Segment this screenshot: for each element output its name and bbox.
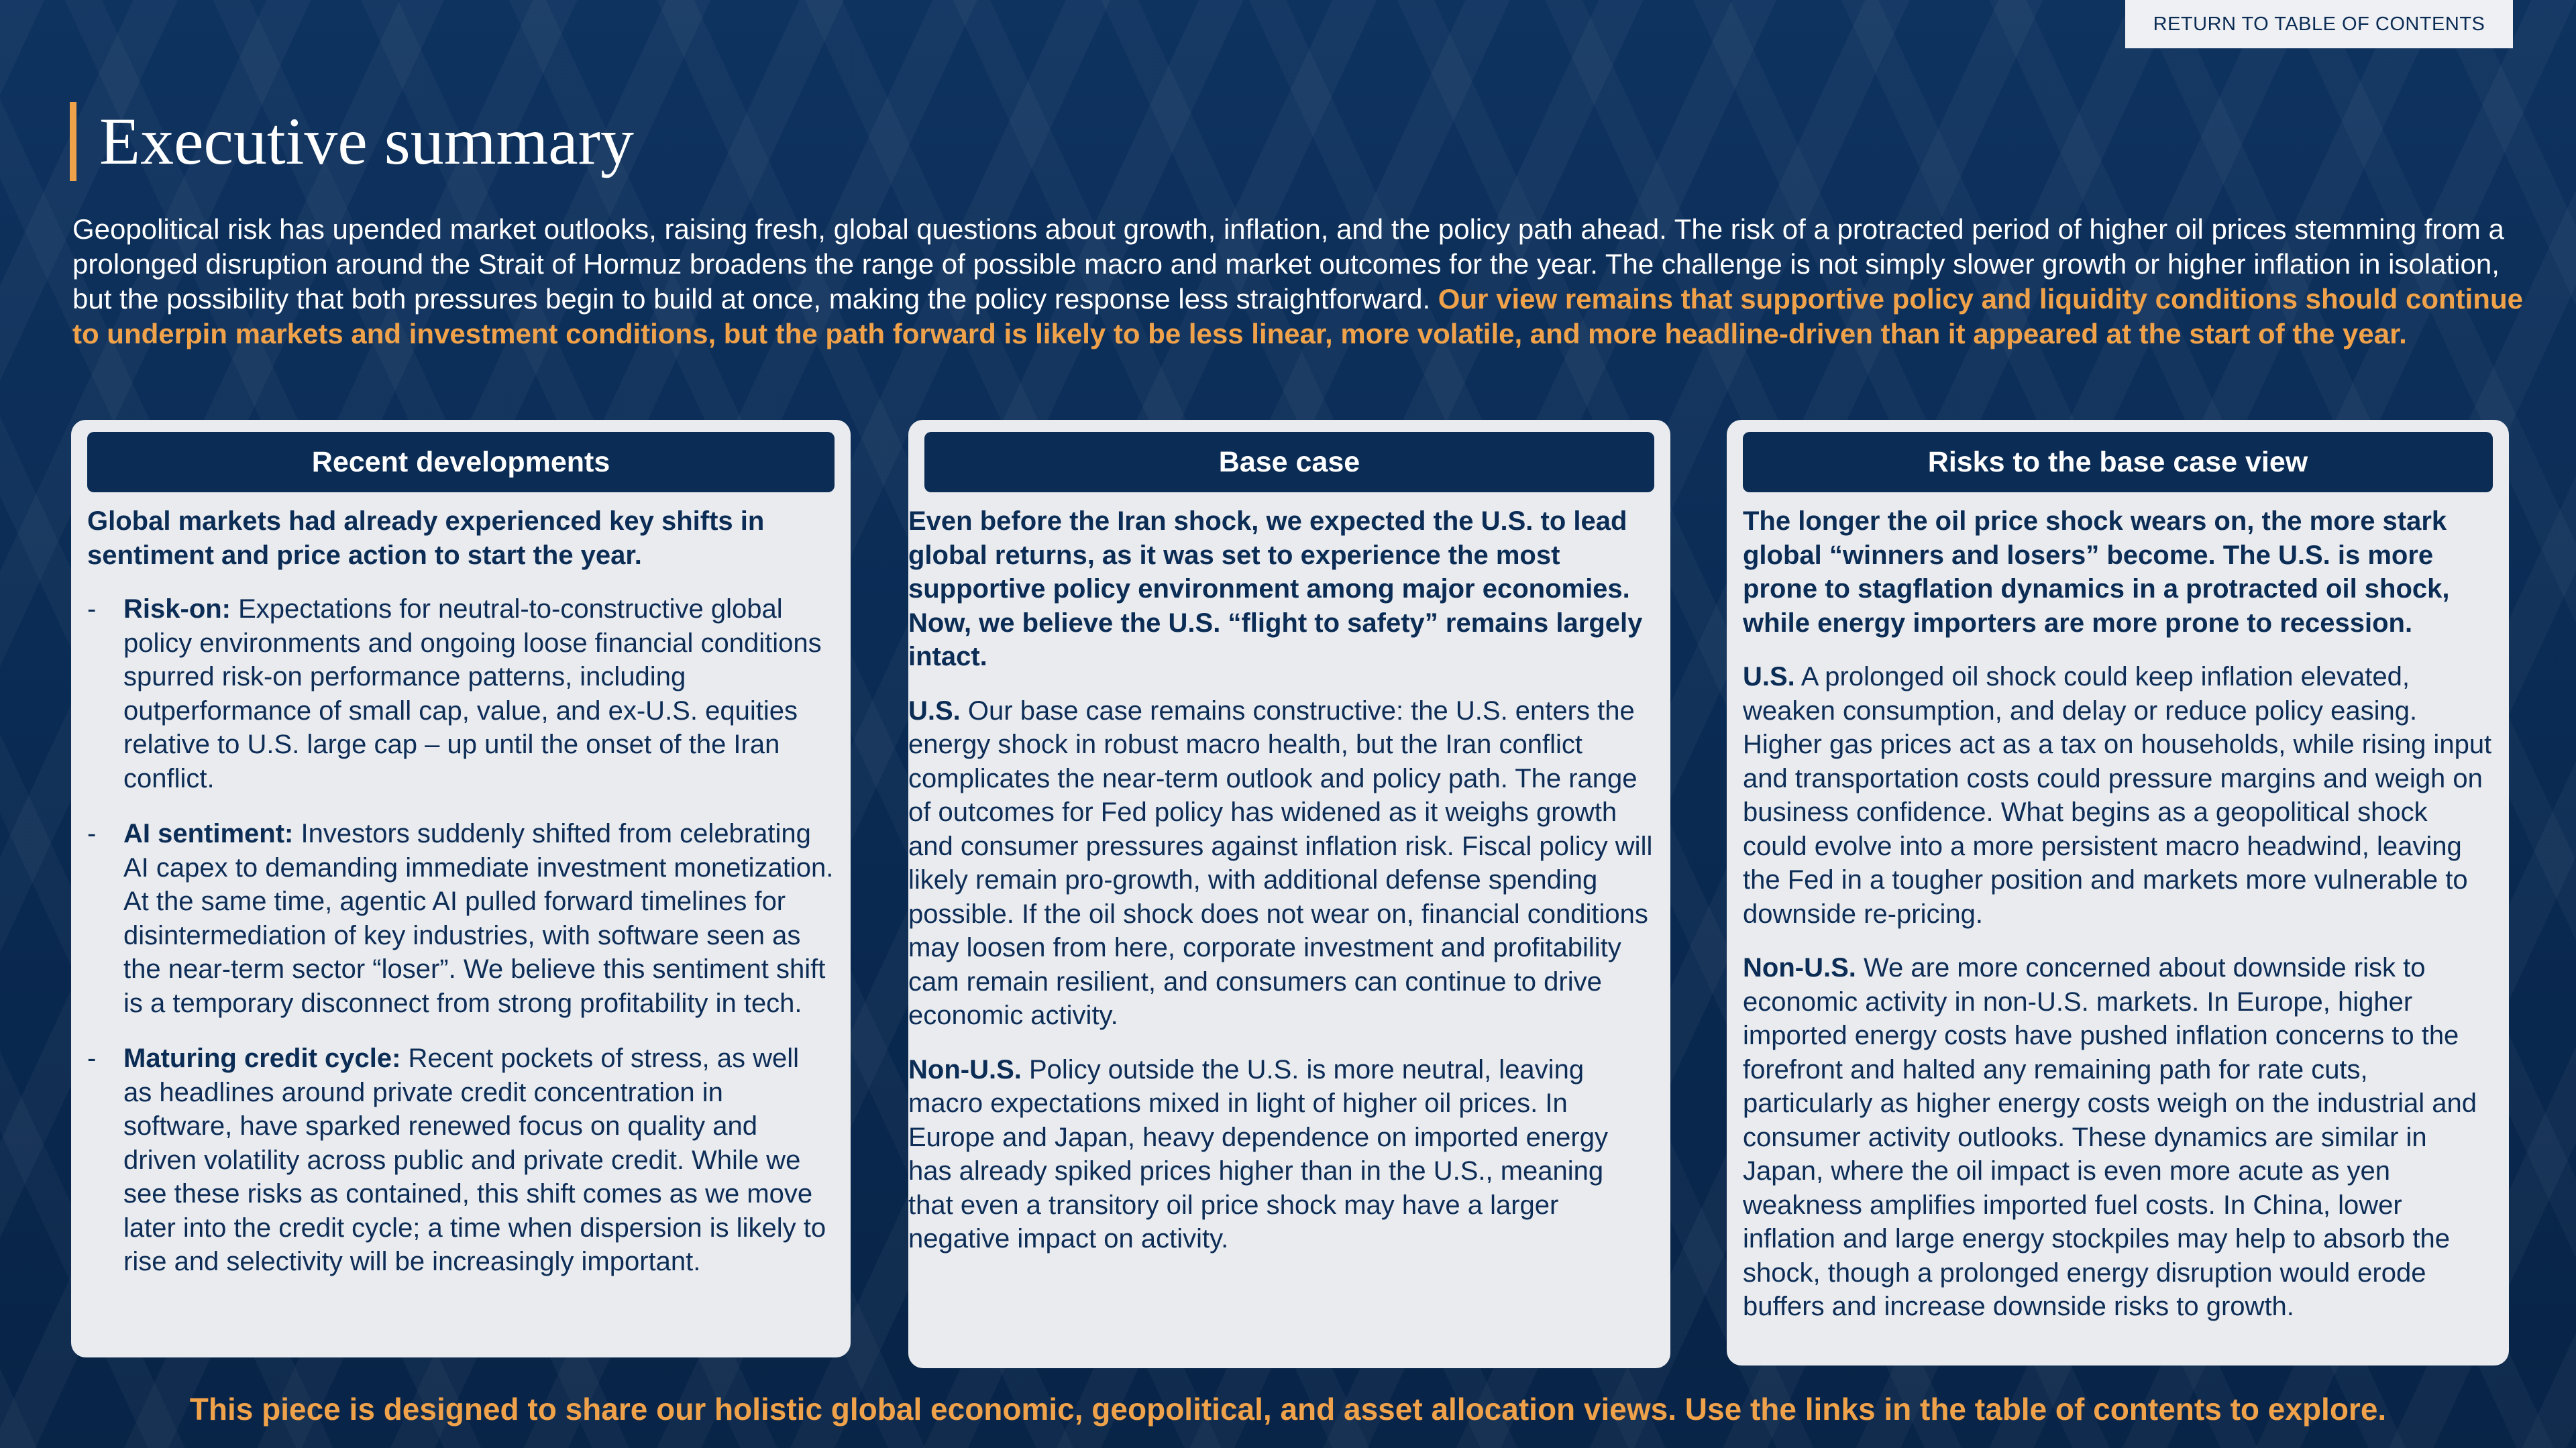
bullet-dash: - <box>87 1044 97 1073</box>
paragraph-text: Policy outside the U.S. is more neutral, leaving macro expectations mixed in light of higher oil prices. In Europe and Japan, heavy dependence on imported energy has already spiked prices higher than in the U.S., meaning that even a transitory oil price shock may have a larger negative impact on activity. <box>908 1054 1608 1254</box>
risks-body <box>1743 492 2493 1324</box>
bullet-dash: - <box>87 819 97 848</box>
paragraph-text: We are more concerned about downside risk to economic activity in non-U.S. markets. In Europe, higher imported energy costs have pushed inflation concerns to the forefront and halted any remaining path for rate cuts, particularly as higher energy costs weigh on the industrial and consumer activity outlooks. These dynamics are similar in Japan, where the oil impact is even more acute as yen weakness amplifies imported fuel costs. In China, lower inflation and large energy stockpiles may help to absorb the shock, though a prolonged energy disruption would erode buffers and increase downside risks to growth. <box>1743 953 2477 1321</box>
recent-developments-header: Recent developments <box>87 432 835 492</box>
title-accent-bar <box>70 102 76 181</box>
bullet-label: Risk-on: <box>123 594 231 624</box>
footer-note: This piece is designed to share our holistic global economic, geopolitical, and asset allocation views. Use the links in the table of contents to explore. <box>189 1392 2387 1427</box>
risks-lead: The longer the oil price shock wears on, the more stark global “winners and losers” become. The U.S. is more prone to stagflation dynamics in a protracted oil shock, while energy importers are more prone to recession. <box>1743 506 2450 638</box>
bullet-item <box>87 817 835 1020</box>
recent-developments-card <box>71 420 851 1357</box>
bullet-text: Expectations for neutral-to-constructive global policy environments and ongoing loose financial conditions spurred risk-on performance patterns, including outperformance of small cap, value, and ex-U.S. equities relative to U.S. large cap – up until the onset of the Iran conflict. <box>123 594 822 793</box>
risks-card <box>1727 420 2509 1366</box>
base-case-card <box>908 420 1670 1368</box>
paragraph-text: Our base case remains constructive: the U.S. enters the energy shock in robust macro health, but the Iran conflict complicates the near-term outlook and policy path. The range of outcomes for Fed policy has widened as it weighs growth and consumer pressures against inflation risk. Fiscal policy will likely remain pro-growth, with additional defense spending possible. If the oil shock does not wear on, financial conditions may loosen from here, corporate investment and profitability cam remain resilient, and consumers can continue to drive economic activity. <box>908 695 1653 1030</box>
bullet-label: AI sentiment: <box>123 819 294 848</box>
paragraph-label: U.S. <box>908 695 961 726</box>
base-case-us-paragraph <box>908 694 1654 1033</box>
bullet-text: Investors suddenly shifted from celebrating AI capex to demanding immediate investment monetization. At the same time, agentic AI pulled forward timelines for disintermediation of key industries, with software seen as the near-term sector “loser”. We believe this sentiment shift is a temporary disconnect from strong profitability in tech. <box>123 819 834 1018</box>
bullet-item <box>87 592 835 795</box>
title-block <box>70 102 634 181</box>
risks-us-paragraph <box>1743 660 2493 931</box>
base-case-header: Base case <box>924 432 1654 492</box>
intro-highlight: Our view remains that supportive policy and liquidity conditions should continue to underpin markets and investment conditions, but the path forward is likely to be less linear, more volatile, and more headline-driven than it appeared at the start of the year. <box>72 283 2523 349</box>
bullet-dash: - <box>87 594 97 624</box>
page-title: Executive summary <box>99 104 634 178</box>
recent-developments-body <box>87 492 835 1279</box>
base-case-lead: Even before the Iran shock, we expected the U.S. to lead global returns, as it was set to experience the most supportive policy environment among major economies. Now, we believe the U.S. “flight to safety” remains largely intact. <box>908 506 1643 671</box>
base-case-non-us-paragraph <box>908 1053 1654 1256</box>
return-to-toc-button[interactable]: RETURN TO TABLE OF CONTENTS <box>2125 0 2513 48</box>
risks-header: Risks to the base case view <box>1743 432 2493 492</box>
intro-text: Geopolitical risk has upended market outlooks, raising fresh, global questions about growth, inflation, and the policy path ahead. The risk of a protracted period of higher oil prices stemming from a prolonged disruption around the Strait of Hormuz broadens the range of possible macro and market outcomes for the year. The challenge is not simply slower growth or higher inflation in isolation, but the possibility that both pressures begin to build at once, making the policy response less straightforward. <box>72 213 2504 315</box>
paragraph-label: Non-U.S. <box>908 1054 1022 1084</box>
paragraph-label: Non-U.S. <box>1743 953 1856 983</box>
paragraph-text: A prolonged oil shock could keep inflation elevated, weaken consumption, and delay or reduce policy easing. Higher gas prices act as a tax on households, while rising input and transportation costs could pressure margins and weigh on business confidence. What begins as a geopolitical shock could evolve into a more persistent macro headwind, leaving the Fed in a tougher position and markets more vulnerable to downside re-pricing. <box>1743 662 2492 929</box>
intro-paragraph <box>72 212 2528 351</box>
bullet-item <box>87 1042 835 1279</box>
recent-developments-lead: Global markets had already experienced key shifts in sentiment and price action to start the year. <box>87 506 765 570</box>
base-case-body <box>908 492 1654 1256</box>
bullet-label: Maturing credit cycle: <box>123 1044 401 1073</box>
bullet-text: Recent pockets of stress, as well as headlines around private credit concentration in software, have sparked renewed focus on quality and driven volatility across public and private credit. While we see these risks as contained, this shift comes as we move later into the credit cycle; a time when dispersion is likely to rise and selectivity will be increasingly important. <box>123 1044 826 1276</box>
paragraph-label: U.S. <box>1743 662 1795 691</box>
risks-non-us-paragraph <box>1743 951 2493 1324</box>
